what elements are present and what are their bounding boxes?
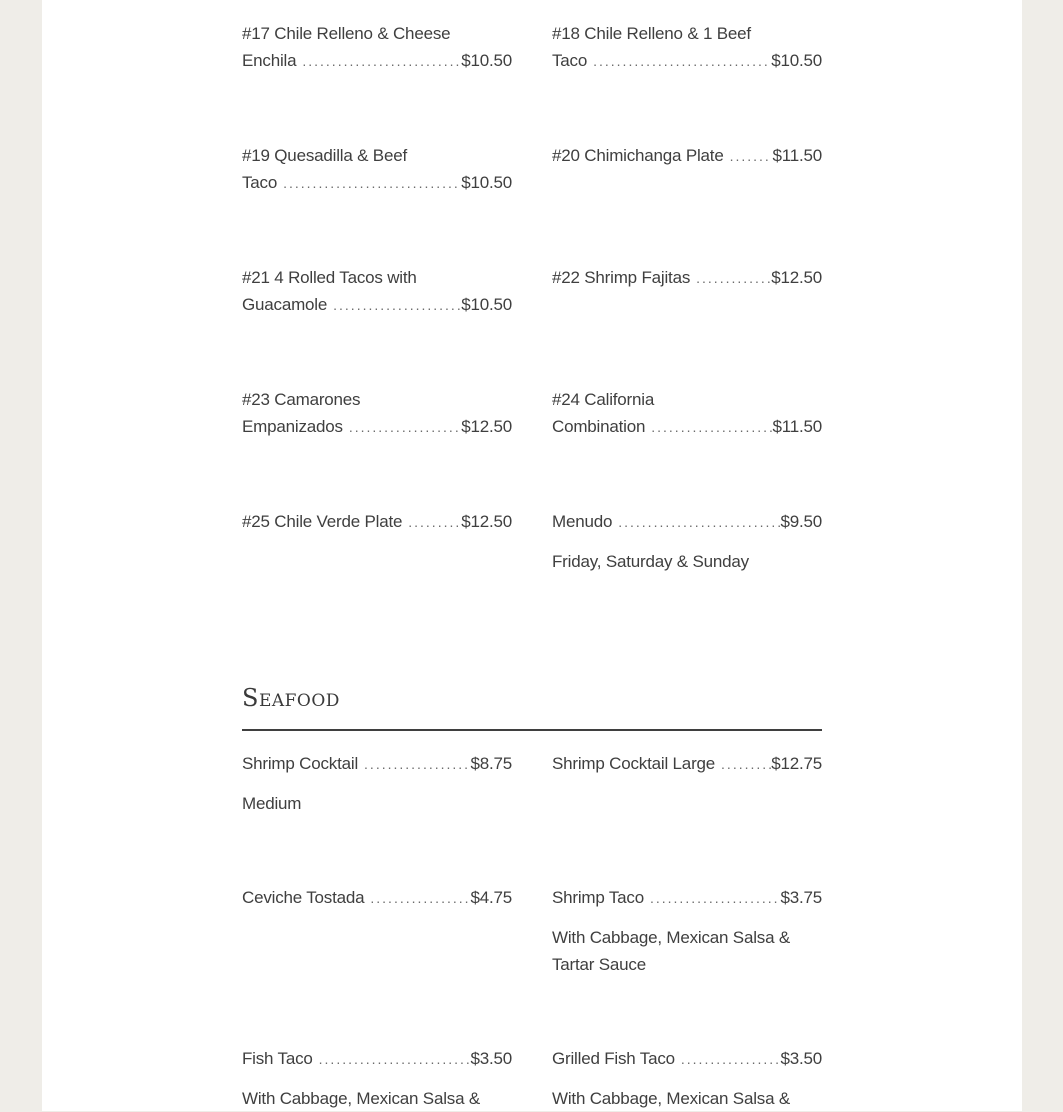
menu-item-25 — [242, 508, 512, 536]
item-name-line1: #17 Chile Relleno & Cheese — [242, 24, 451, 43]
menu-item-22 — [552, 264, 822, 292]
item-description: With Cabbage, Mexican Salsa & — [552, 1089, 790, 1108]
item-name-line1: #23 Camarones — [242, 390, 361, 409]
menu-item-menudo — [552, 508, 822, 575]
item-name: Shrimp Taco — [552, 888, 644, 907]
item-price: $3.50 — [780, 1049, 822, 1068]
item-description: With Cabbage, Mexican Salsa & Tartar Sauce — [552, 928, 790, 974]
item-price: $12.50 — [461, 512, 512, 531]
item-name: #25 Chile Verde Plate — [242, 512, 403, 531]
dot-leader — [715, 751, 771, 778]
item-price: $11.50 — [772, 417, 822, 436]
item-name-line1: #19 Quesadilla & Beef — [242, 146, 407, 165]
item-name-line2: Taco — [242, 173, 278, 192]
section-divider — [242, 729, 822, 731]
item-price: $11.50 — [772, 146, 822, 165]
seafood-item-shrimp-cocktail — [242, 750, 512, 817]
item-name: Menudo — [552, 512, 613, 531]
item-price: $10.50 — [461, 295, 512, 314]
menu-item-24 — [552, 386, 822, 441]
item-name-line2: Enchila — [242, 51, 297, 70]
item-price: $10.50 — [461, 173, 512, 192]
item-price: $4.75 — [470, 888, 512, 907]
item-name: #20 Chimichanga Plate — [552, 146, 724, 165]
dot-leader — [690, 265, 771, 292]
item-price: $12.75 — [771, 754, 822, 773]
item-name-line1: #24 California — [552, 390, 655, 409]
dot-leader — [587, 48, 771, 75]
dot-leader — [675, 1046, 781, 1073]
item-name-line1: #21 4 Rolled Tacos with — [242, 268, 417, 287]
item-name: Shrimp Cocktail — [242, 754, 359, 773]
menu-page — [42, 0, 1022, 1111]
item-price: $9.50 — [780, 512, 822, 531]
seafood-item-shrimp-taco — [552, 884, 822, 978]
item-description: With Cabbage, Mexican Salsa & — [242, 1089, 480, 1108]
dot-leader — [612, 509, 780, 536]
menu-item-20 — [552, 142, 822, 170]
menu-item-18 — [552, 20, 822, 75]
dot-leader — [296, 48, 461, 75]
item-description: Medium — [242, 794, 302, 813]
item-name: Ceviche Tostada — [242, 888, 365, 907]
dot-leader — [277, 170, 461, 197]
item-price: $10.50 — [771, 51, 822, 70]
item-name: Shrimp Cocktail Large — [552, 754, 716, 773]
dot-leader — [358, 751, 470, 778]
menu-item-17 — [242, 20, 512, 75]
item-name: Fish Taco — [242, 1049, 313, 1068]
dot-leader — [645, 414, 772, 441]
item-name: Grilled Fish Taco — [552, 1049, 675, 1068]
section-title-seafood: Seafood — [242, 684, 340, 712]
item-price: $8.75 — [470, 754, 512, 773]
menu-item-21 — [242, 264, 512, 319]
dot-leader — [313, 1046, 471, 1073]
item-price: $12.50 — [771, 268, 822, 287]
item-price: $3.75 — [780, 888, 822, 907]
item-price: $3.50 — [470, 1049, 512, 1068]
item-name-line2: Combination — [552, 417, 646, 436]
seafood-item-ceviche-tostada — [242, 884, 512, 912]
item-name-line2: Guacamole — [242, 295, 328, 314]
dot-leader — [644, 885, 780, 912]
item-name-line1: #18 Chile Relleno & 1 Beef — [552, 24, 751, 43]
dot-leader — [343, 414, 461, 441]
item-name-line2: Empanizados — [242, 417, 343, 436]
dot-leader — [327, 292, 461, 319]
seafood-item-grilled-fish-taco — [552, 1045, 822, 1112]
item-name: #22 Shrimp Fajitas — [552, 268, 691, 287]
item-description: Friday, Saturday & Sunday — [552, 552, 749, 571]
item-name-line2: Taco — [552, 51, 588, 70]
menu-item-23 — [242, 386, 512, 441]
seafood-item-shrimp-cocktail-large — [552, 750, 822, 778]
seafood-item-fish-taco — [242, 1045, 512, 1112]
menu-item-19 — [242, 142, 512, 197]
dot-leader — [724, 143, 773, 170]
dot-leader — [364, 885, 470, 912]
dot-leader — [402, 509, 461, 536]
item-price: $10.50 — [461, 51, 512, 70]
item-price: $12.50 — [461, 417, 512, 436]
